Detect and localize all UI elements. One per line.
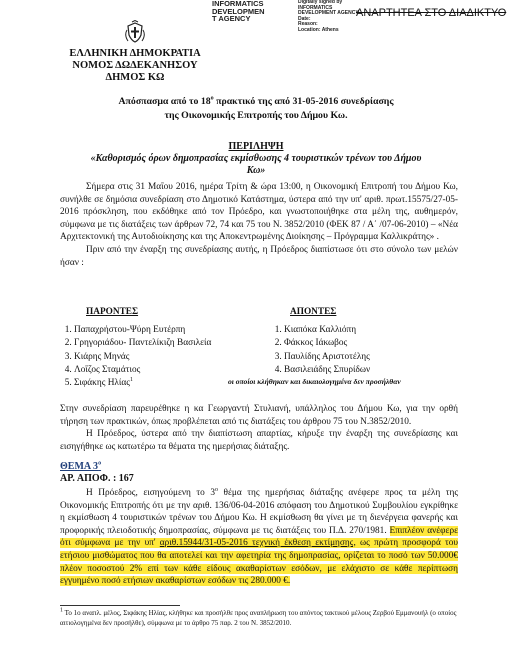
item-paragraph: Η Πρόεδρος, εισηγούμενη το $3^o$ θέμα της ημερήσιας διάταξης ανέφερε προς τα μέλη της Οικονομικής Επιτροπής ότι με την αριθ. 136/06-04-2016 απόφαση του Δημοτικού Συμβουλίου εγκρίθηκε η εκμίσθωση 4 τουριστικών τρένων του Δήμου Κω. Η εκμίσθωση θα γίνει με τη διενέργεια φανερής και προφορικής πλειοδοτικής δημοπρασίας, σύμφωνα με τις διατάξεις του Π.Δ. 270/1981. Επιπλέον ανέφερε ότι σύμφωνα με την υπ' αριθ.15944/31-05-2016 τεχνική έκθεση εκτίμησης, ως πρώτη προσφορά του ετήσιου μισθώματος που θα αποτελεί και την αφετηρία της δημοπρασίας, ορίζεται το ποσό των 50.000€ πλέον ποσοστού 2% επί των κάθε είδους ακαθαρίστων εσόδων, με ελάχιστο σε κάθε περίπτωση εγγυημένο ποσό ετήσιων ακαθαρίστων εσόδων τις 280.000 €. [60,486,459,587]
stamp-right-line: INFORMATICS [298,4,333,11]
item-text [60,487,458,588]
list-item: 2. Φάκκος Ιάκωβος [284,337,470,350]
stamp-right-line: Date: [298,15,311,22]
stamp-right-line: Location: Athens [298,26,339,33]
highlighted-text: , ως πρώτη προσφορά του ετήσιου μισθώματος που θα αποτελεί και την αφετηρία της δημοπρασίας, ορίζεται το ποσό των 50.000€ πλέον ποσοστού 2% επί των κάθε είδους ακαθαρίστων εσόδων, με ελάχιστο σε κάθε περίπτωση εγγυημένο ποσό ετήσιων ακαθαρίστων εσόδων τις 280.000 €. [60,538,459,587]
summary-title: ΠΕΡΙΛΗΨΗ [228,141,284,152]
signature-stamp-label [212,0,265,23]
summary-line-1: «Καθορισμός όρων δημοπρασίας εκμίσθωσης 4 τουριστικών τρένων του Δήμου [90,153,422,164]
stamp-left-line: DEVELOPMEN [212,6,265,16]
proceedings-text [60,403,458,453]
summary-line-2: Κω» [246,165,266,176]
list-item: 4. Λοΐζος Σταμάτιος [74,364,260,377]
footnote: $^1$ Το 1ο αναπλ. μέλος, Σιφάκης Ηλίας, κλήθηκε και προσήλθε προς αναπλήρωση του απόντος τακτικού μέλους Ζερβού Εμμανουήλ (ο οποίος αιτιολογημένα δεν προσήλθε), σύμφωνα με το άρθρο 75 παρ. 2 του Ν. 3852/2010. [60,607,457,627]
greek-coat-of-arms-icon [124,20,146,44]
header-municipality: ΔΗΜΟΣ ΚΩ [105,72,165,83]
intro-text [60,181,458,269]
header-republic: ΕΛΛΗΝΙΚΗ ΔΗΜΟΚΡΑΤΙΑ [69,48,201,59]
header-prefecture: ΝΟΜΟΣ ΔΩΔΕΚΑΝΗΣΟΥ [72,60,198,71]
stamp-left-line: T AGENCY [212,14,251,23]
list-item: 1. Παπαχρήστου-Ψύρη Ευτέρπη [74,324,260,337]
highlighted-text: Επιπλέον ανέφερε ότι σύμφωνα με την υπ' [60,525,458,549]
stamp-left-line: INFORMATICS [212,0,264,8]
absent-title: ΑΠΟΝΤΕΣ [290,307,337,317]
publish-online-title: ΑΝΑΡΤΗΤΕΑ ΣΤΟ ΔΙΑΔΙΚΤΥΟ [356,7,507,19]
opening-paragraph: Η Πρόεδρος, ύστερα από την διαπίστωση απαρτίας, κήρυξε την έναρξη της συνεδρίασης και εισηγήθηκε ως κατωτέρω τα θέματα της ημερήσιας διάταξης. [60,429,458,452]
intro-paragraph: Σήμερα στις 31 Μαΐου 2016, ημέρα Τρίτη & ώρα 13:00, η Οικονομική Επιτροπή του Δήμου Κω, συνήλθε σε δημόσια συνεδρίαση στο Δημοτικό Κατάστημα, ύστερα από την υπ' αριθ. πρωτ.15575/27-05-2016 πρόσκληση, που εκδόθηκε από τον Πρόεδρο, και γνωστοποιήθηκε στα μέλη της, αυθημερόν, σύμφωνα με τις διατάξεις των άρθρων 72, 74 και 75 του Ν. 3852/2010 (ΦΕΚ 87 / Α΄ /07-06-2010) – «Νέα Αρχιτεκτονική της Αυτοδιοίκησης και της Αποκεντρωμένης Διοίκησης – Πρόγραμμα Καλλικράτης» . [60,182,458,243]
attendance-paragraph: Πριν από την έναρξη της συνεδρίασης αυτής, η Πρόεδρος διαπίστωσε ότι στο σύνολο των μελών ήσαν : [60,244,458,268]
highlighted-report-reference: αριθ.15944/31-05-2016 τεχνική έκθεση εκτίμησης [159,538,354,549]
list-item: 1. Κιαπόκα Καλλιόπη [284,324,470,337]
stamp-right-line: DEVELOPMENT AGENCY [298,10,359,16]
absent-note: οι οποίοι κλήθηκαν και δικαιολογημένα δεν προσήλθαν [228,377,401,386]
stamp-right-line: Reason: [298,21,318,27]
item-title: ΘΕΜΑ $3^o$ [60,460,102,472]
list-item: 3. Παυλίδης Αριστοτέλης [284,351,470,364]
signature-stamp-details [298,0,359,33]
stamp-right-line: Digitally signed by [298,0,343,5]
list-item: 3. Κιάρης Μηνάς [74,351,260,364]
decision-number: ΑΡ. ΑΠΟΦ. : 167 [60,473,134,484]
secretary-paragraph: Στην συνεδρίαση παρευρέθηκε η κα Γεωργαντή Στυλιανή, υπάλληλος του Δήμου Κω, για την ορθή τήρηση των πρακτικών, όπως προβλέπεται από τις διατάξεις του άρθρου 75 του Ν.3852/2010. [60,404,458,427]
extract-subtitle: της Οικονομικής Επιτροπής του Δήμου Κω. [164,110,348,121]
list-item: 5. Σιφάκης Ηλίας$^1$ [74,377,260,390]
present-title: ΠΑΡΟΝΤΕΣ [86,307,139,317]
absent-list [270,324,470,377]
extract-title: Απόσπασμα από το $18^o$ πρακτικό της από 31-05-2016 συνεδρίασης [118,95,394,107]
list-item: 2. Γρηγοριάδου- Παντελίκιζη Βασιλεία [74,337,260,350]
footnote-divider [60,605,180,606]
list-item: 4. Βασιλειάδης Σπυρίδων [284,364,470,377]
